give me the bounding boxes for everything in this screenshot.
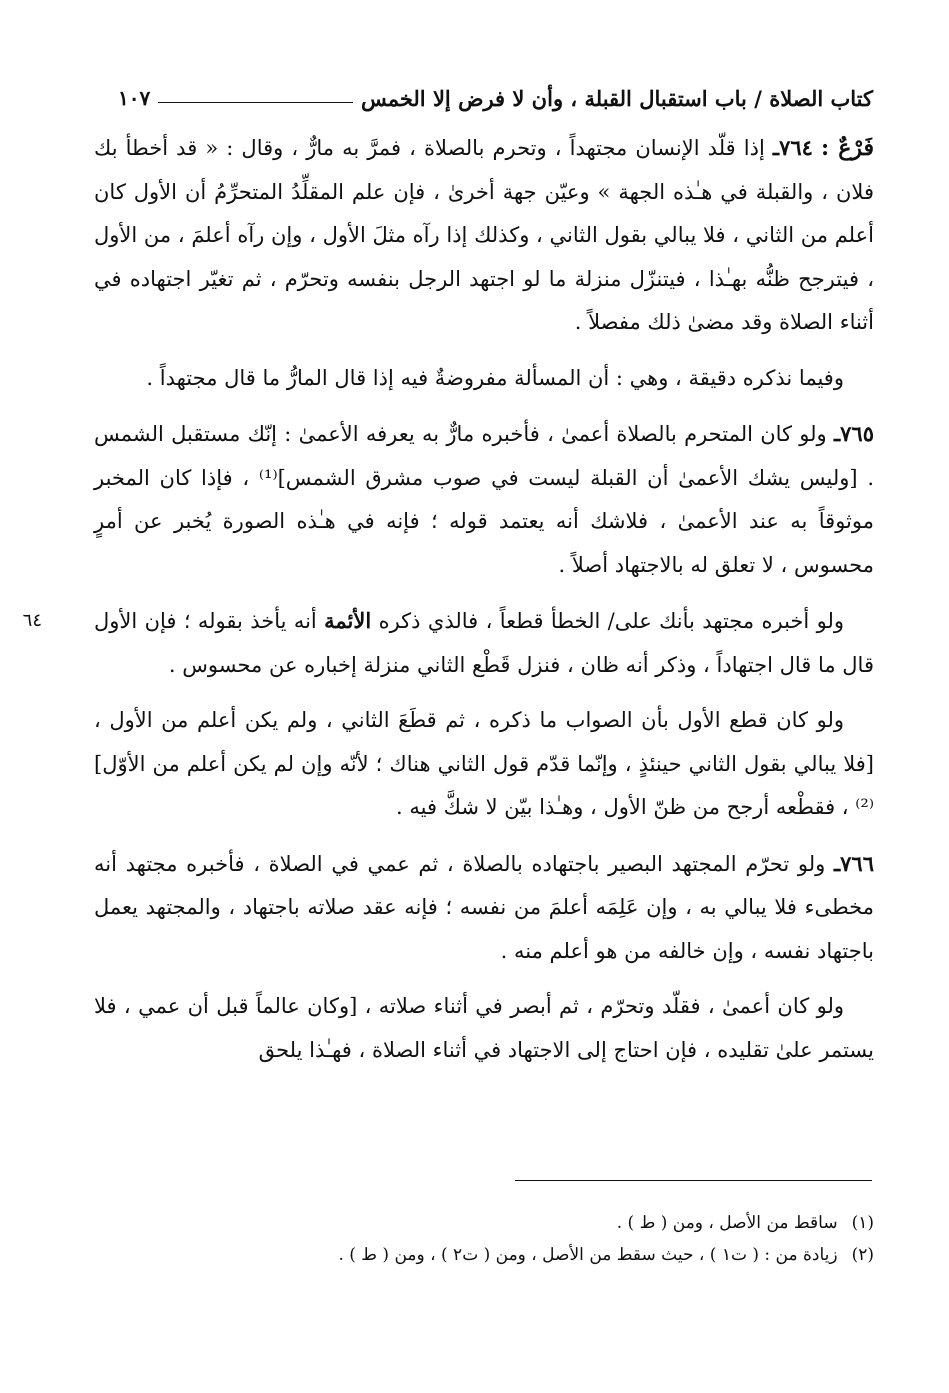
paragraph-number: ٧٦٦ـ — [834, 850, 874, 876]
paragraph-text: ولو تحرّم المجتهد البصير باجتهاده بالصلاة ، ثم عمي في الصلاة ، فأخبره مجتهد أنه مخطىء فلا يبالي به ، وإن عَلِمَه أعلمَ من نفسه ؛ فإنه عقد صلاته باجتهاد ، والمجتهد يعمل باجتهاد نفسه ، وإن خالفه من هو أعلم منه . — [94, 851, 874, 963]
margin-folio-number: ٦٤ — [22, 610, 42, 631]
paragraph-text: ولو كان قطع الأول بأن الصواب ما ذكره ، ثم قطَعَ الثاني ، ولم يكن أعلم من الأول ، [فلا يبالي بقول الثاني حينئذٍ ، وإنّما قدّم قول الثاني هناك ؛ لأنّه وإن لم يكن أعلم من الأوّل]⁽²⁾ ، فقطْعه أرجح من ظنّ الأول ، وهـٰذا بيّن لا شكَّ فيه . — [94, 708, 874, 819]
footnote-marker: (٢) — [851, 1245, 874, 1265]
paragraph-text: وفيما نذكره دقيقة ، وهي : أن المسألة مفروضةٌ فيه إذا قال المارُّ ما قال مجتهداً . — [146, 365, 844, 390]
footnote-text: زيادة من : ( ت١ ) ، حيث سقط من الأصل ، ومن ( ت٢ ) ، ومن ( ط ) . — [338, 1245, 838, 1265]
footnote-marker: (١) — [851, 1213, 874, 1233]
section-label: فَرْعٌ : — [821, 135, 874, 161]
main-text — [22, 126, 874, 1084]
paragraph-text-before: ولو أخبره مجتهد بأنك على/ الخطأ قطعاً ، فالذي ذكره — [378, 609, 844, 633]
footnote-divider — [515, 1180, 872, 1181]
paragraph-qat — [94, 699, 874, 830]
header-title: كتاب الصلاة / باب استقبال القبلة ، وأن لا فرض إلا الخمس — [360, 85, 873, 111]
running-header — [118, 80, 873, 116]
paragraph-764 — [94, 126, 874, 345]
paragraph-number: ٧٦٤ـ — [772, 135, 813, 160]
page-number: ١٠٧ — [118, 86, 151, 110]
paragraph-number: ٧٦٥ـ — [833, 421, 874, 446]
footnote-1 — [94, 1207, 874, 1239]
paragraph-note — [94, 357, 874, 401]
paragraph-765 — [94, 412, 874, 587]
paragraph-text: ولو كان أعمىٰ ، فقلّد وتحرّم ، ثم أبصر في أثناء صلاته ، [وكان عالماً قبل أن عمي ، فلا يستمر علىٰ تقليده ، فإن احتاج إلى الاجتهاد في أثناء الصلاة ، فهـٰذا يلحق — [94, 994, 874, 1062]
paragraph-text: ولو كان المتحرم بالصلاة أعمىٰ ، فأخبره مارٌّ به يعرفه الأعمىٰ : إنّك مستقبل الشمس . [وليس يشك الأعمىٰ أن القبلة ليست في صوب مشرق الشمس]⁽¹⁾ ، فإذا كان المخبر موثوقاً به عند الأعمىٰ ، فلاشك أنه يعتمد قوله ؛ فإنه في هـٰذه الصورة يُخبر عن أمرٍ محسوس ، لا تعلق له بالاجتهاد أصلاً . — [94, 422, 874, 577]
footnote-text: ساقط من الأصل ، ومن ( ط ) . — [616, 1213, 838, 1233]
paragraph-766 — [94, 842, 874, 974]
paragraph-text: إذا قلّد الإنسان مجتهداً ، وتحرم بالصلاة ، فمرَّ به مارٌّ ، وقال : « قد أخطأ بك فلان ، والقبلة في هـٰذه الجهة » وعيّن جهة أخرىٰ ، فإن علم المقلِّدُ المتحرِّمُ أن الأول كان أعلم من الثاني ، فلا يبالي بقول الثاني ، وكذلك إذا رآه مثلَ الأول ، وإن رآه أعلمَ ، من الأول ، فيترجح ظنُّه بهـٰذا ، فيتنزّل منزلة ما لو اجتهد الرجل بنفسه وتحرّم ، ثم تغيّر اجتهاده في أثناء الصلاة وقد مضىٰ ذلك مفصلاً . — [94, 136, 874, 334]
footnote-2 — [94, 1239, 874, 1271]
emphasized-word: الأئمة — [324, 608, 372, 633]
header-rule — [158, 102, 353, 103]
footnotes — [94, 1207, 874, 1271]
paragraph-blind — [94, 985, 874, 1072]
paragraph-mujtahid — [22, 599, 874, 687]
paragraph-text-after: أنه يأخذ بقوله ؛ فإن الأول قال ما قال اجتهاداً ، وذكر أنه ظان ، فنزل قَطْع الثاني منزلة إخباره عن محسوس . — [94, 609, 874, 677]
